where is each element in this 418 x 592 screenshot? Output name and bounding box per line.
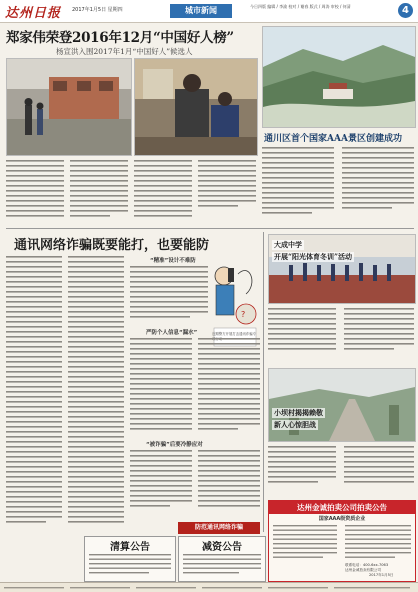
school-headline-line1: 大成中学 (274, 240, 302, 249)
liquidation-text-lines (89, 552, 171, 578)
aaa-headline: 通川区首个国家AAA景区创建成功 (264, 134, 402, 144)
fraud-story-body-mid3 (130, 448, 260, 518)
lead-subhead: 杨宣洪入围2017年1月“中国好人”候选人 (56, 47, 193, 56)
fraud-story-body-mid2 (130, 336, 260, 436)
fraud-mid-text-lines (130, 264, 208, 324)
auction-notice (268, 500, 416, 582)
school-headline-line2: 开展“阳光体育冬训”活动 (274, 252, 353, 261)
lead-photo-right (134, 58, 258, 156)
capital-reduction-body (183, 552, 261, 578)
school-story-body (268, 306, 414, 366)
fraud-subhead-2: 严防个人信息“漏水” (146, 330, 198, 336)
fraud-left-text-lines (6, 254, 126, 544)
auction-body (273, 523, 411, 563)
fraud-callout: 近期警方开展打击通讯诈骗专 (212, 332, 257, 336)
page-footer (0, 582, 418, 592)
fraud-subhead-1: “精准”设计不难防 (150, 258, 196, 264)
capital-reduction-text-lines (183, 552, 261, 578)
aaa-scenic-image (263, 27, 415, 127)
cartoon-question-mark: ? (241, 310, 246, 319)
auction-text-lines (273, 523, 411, 563)
footer-text-lines (4, 584, 414, 592)
fraud-footer-banner: 防范通讯网络诈骗 (178, 522, 260, 534)
auction-phone: 联系电话：400-6xx-7063 (345, 563, 389, 567)
masthead (0, 0, 418, 23)
auction-subhead: 国家AAA级资质企业 (318, 516, 366, 522)
aaa-story-body (262, 145, 414, 223)
liquidation-notice (84, 536, 176, 582)
lead-photo-right-image (135, 59, 257, 155)
liquidation-headline: 清算公告 (110, 542, 150, 553)
fraud-subhead-3: “被诈骗”后要冷静应对 (146, 442, 203, 448)
lead-photo-left (6, 58, 132, 156)
fraud-mid3-text-lines (130, 448, 260, 518)
section-label: 城市新闻 (170, 4, 232, 18)
aaa-text-lines (262, 145, 414, 223)
school-text-lines (268, 306, 414, 366)
dateline: 2017年1月5日 星期四 (72, 7, 123, 13)
fraud-headline: 通讯网络诈骗既要能打，也要能防 (14, 238, 210, 253)
village-road-image (269, 369, 415, 441)
newspaper-logo: 达州日报 (5, 6, 62, 21)
lead-headline: 郑家伟荣登2016年12月“中国好人榜” (6, 30, 234, 46)
auction-date: 2017年1月5日 (369, 573, 394, 577)
auction-company: 达州金诚拍卖有限公司 (345, 568, 381, 572)
editor-credits: 今日四版 编辑 / 李渝 校对 / 谢春 版式 / 周涛 审校 / 何清 (250, 4, 351, 9)
aaa-scenic-photo (262, 26, 416, 128)
auction-headline: 达州金诚拍卖公司拍卖公告 (269, 501, 415, 514)
column-divider (263, 232, 264, 532)
page-number: 4 (398, 3, 413, 18)
village-photo (268, 368, 416, 442)
fraud-story-body-mid (130, 264, 208, 324)
lead-text-lines (6, 158, 256, 224)
village-story-body (268, 444, 414, 498)
village-headline-line1: 小坝村揭揭赖敬 (274, 408, 323, 417)
fraud-mid2-text-lines (130, 336, 260, 436)
section-divider (6, 228, 414, 229)
lead-photo-left-image (7, 59, 131, 155)
village-text-lines (268, 444, 414, 498)
liquidation-body (89, 552, 171, 578)
village-headline-line2: 新人心惊胆战 (274, 420, 316, 429)
capital-reduction-headline: 减资公告 (202, 542, 242, 553)
fraud-story-body-left (6, 254, 126, 544)
capital-reduction-notice (178, 536, 266, 582)
lead-story-body (6, 158, 256, 224)
